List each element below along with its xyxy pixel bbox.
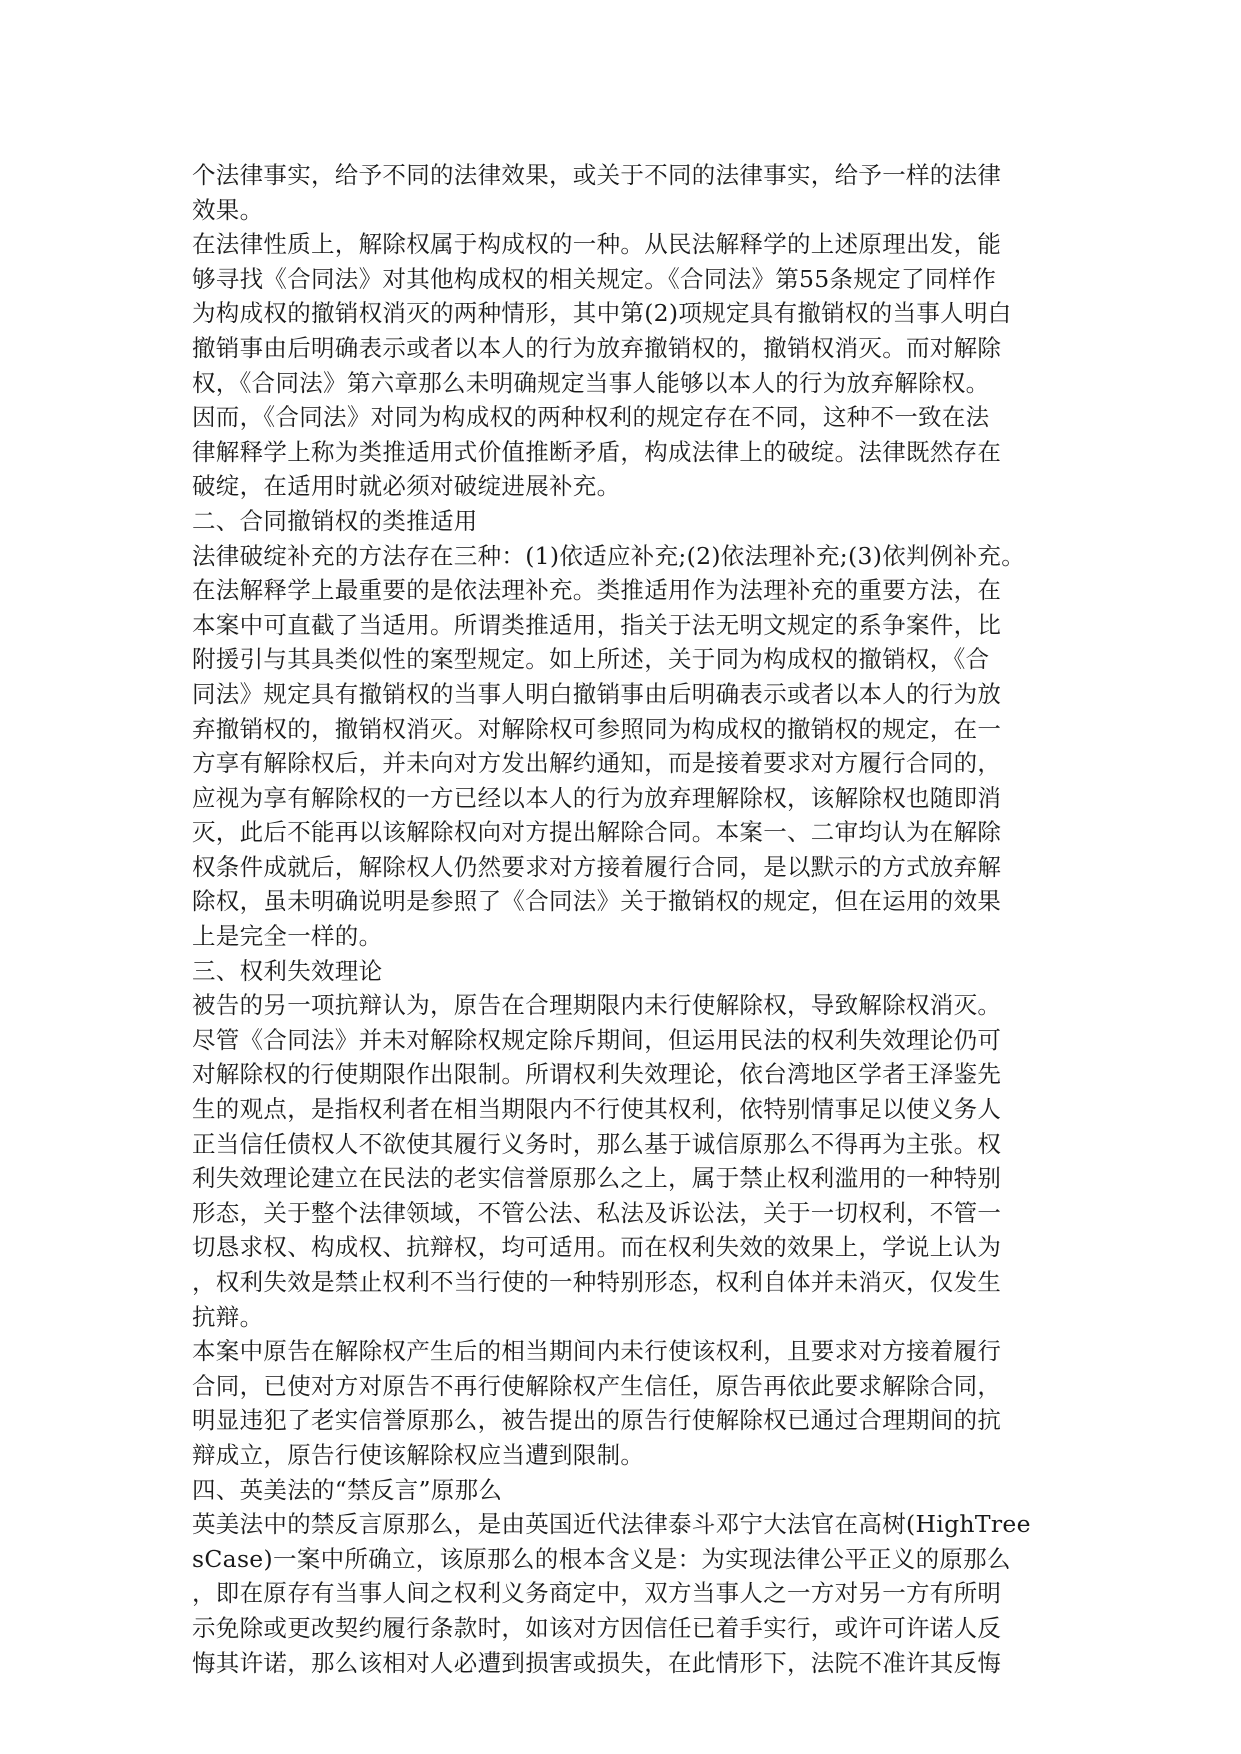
text-line: sCase)一案中所确立，该原那么的根本含义是：为实现法律公平正义的原那么 — [192, 1544, 1011, 1573]
section-heading: 三、权利失效理论 — [192, 956, 383, 985]
text-line: 对解除权的行使期限作出限制。所谓权利失效理论，依台湾地区学者王泽鉴先 — [192, 1060, 1002, 1089]
text-line: 灭，此后不能再以该解除权向对方提出解除合同。本案一、二审均认为在解除 — [192, 818, 1002, 847]
text-line: 效果。 — [192, 195, 264, 224]
text-line: 上是完全一样的。 — [192, 922, 383, 951]
text-line: ，权利失效是禁止权利不当行使的一种特别形态，权利自体并未消灭，仅发生 — [192, 1268, 1002, 1296]
text-line: 因而，《合同法》对同为构成权的两种权利的规定存在不同，这种不一致在法 — [192, 403, 990, 432]
text-line: 正当信任债权人不欲使其履行义务时，那么基于诚信原那么不得再为主张。权 — [192, 1129, 1002, 1158]
text-line: 形态，关于整个法律领域，不管公法、私法及诉讼法，关于一切权利，不管一 — [192, 1198, 1002, 1227]
section-heading: 二、合同撤销权的类推适用 — [192, 506, 478, 535]
text-line: 在法解释学上最重要的是依法理补充。类推适用作为法理补充的重要方法，在 — [192, 576, 1002, 605]
text-line: 够寻找《合同法》对其他构成权的相关规定。《合同法》第55条规定了同样作 — [192, 264, 997, 293]
text-line: 方享有解除权后，并未向对方发出解约通知，而是接着要求对方履行合同的， — [192, 749, 1002, 778]
text-line: 为构成权的撤销权消灭的两种情形，其中第(2)项规定具有撤销权的当事人明白 — [192, 299, 1012, 328]
text-line: 示免除或更改契约履行条款时，如该对方因信任已着手实行，或许可许诺人反 — [192, 1613, 1002, 1642]
text-line: 抗辩。 — [192, 1302, 264, 1331]
text-line: 本案中可直截了当适用。所谓类推适用，指关于法无明文规定的系争案件，比 — [192, 610, 1002, 639]
text-line: 同法》规定具有撤销权的当事人明白撤销事由后明确表示或者以本人的行为放 — [192, 679, 1002, 708]
text-line: 辩成立，原告行使该解除权应当遭到限制。 — [192, 1440, 645, 1469]
text-line: 律解释学上称为类推适用式价值推断矛盾，构成法律上的破绽。法律既然存在 — [192, 437, 1002, 466]
text-line: 撤销事由后明确表示或者以本人的行为放弃撤销权的，撤销权消灭。而对解除 — [192, 333, 1002, 362]
text-line: 法律破绽补充的方法存在三种：(1)依适应补充;(2)依法理补充;(3)依判例补充。 — [192, 541, 1025, 570]
text-line: 切恳求权、构成权、抗辩权，均可适用。而在权利失效的效果上，学说上认为 — [192, 1233, 1002, 1262]
text-line: 附援引与其具类似性的案型规定。如上所述，关于同为构成权的撤销权，《合 — [192, 645, 990, 674]
text-line: 权条件成就后，解除权人仍然要求对方接着履行合同，是以默示的方式放弃解 — [192, 852, 1002, 881]
text-line: 利失效理论建立在民法的老实信誉原那么之上，属于禁止权利滥用的一种特别 — [192, 1164, 1002, 1193]
text-line: 生的观点，是指权利者在相当期限内不行使其权利，依特别情事足以使义务人 — [192, 1095, 1002, 1124]
text-line: 弃撤销权的，撤销权消灭。对解除权可参照同为构成权的撤销权的规定，在一 — [192, 714, 1002, 743]
text-line: 尽管《合同法》并未对解除权规定除斥期间，但运用民法的权利失效理论仍可 — [192, 1025, 1002, 1054]
text-line: 合同，已使对方对原告不再行使解除权产生信任，原告再依此要求解除合同， — [192, 1371, 1002, 1400]
text-line: ，即在原存有当事人间之权利义务商定中，双方当事人之一方对另一方有所明 — [192, 1579, 1002, 1608]
section-heading: 四、英美法的“禁反言”原那么 — [192, 1475, 503, 1504]
text-line: 除权，虽未明确说明是参照了《合同法》关于撤销权的规定，但在运用的效果 — [192, 887, 1002, 916]
text-line: 英美法中的禁反言原那么，是由英国近代法律泰斗邓宁大法官在高树(HighTree — [192, 1510, 1031, 1539]
text-line: 明显违犯了老实信誉原那么，被告提出的原告行使解除权已通过合理期间的抗 — [192, 1406, 1002, 1435]
text-line: 应视为享有解除权的一方已经以本人的行为放弃理解除权，该解除权也随即消 — [192, 783, 1002, 812]
text-line: 破绽，在适用时就必须对破绽进展补充。 — [192, 472, 621, 501]
text-line: 在法律性质上，解除权属于构成权的一种。从民法解释学的上述原理出发，能 — [192, 230, 1002, 259]
text-line: 权，《合同法》第六章那么未明确规定当事人能够以本人的行为放弃解除权。 — [192, 368, 990, 397]
text-line: 悔其许诺，那么该相对人必遭到损害或损失，在此情形下，法院不准许其反悔 — [192, 1648, 1002, 1677]
text-line: 本案中原告在解除权产生后的相当期间内未行使该权利，且要求对方接着履行 — [192, 1337, 1002, 1366]
document-body — [192, 158, 1072, 1680]
text-line: 个法律事实，给予不同的法律效果，或关于不同的法律事实，给予一样的法律 — [192, 161, 1002, 189]
text-line: 被告的另一项抗辩认为，原告在合理期限内未行使解除权，导致解除权消灭。 — [192, 991, 1002, 1020]
